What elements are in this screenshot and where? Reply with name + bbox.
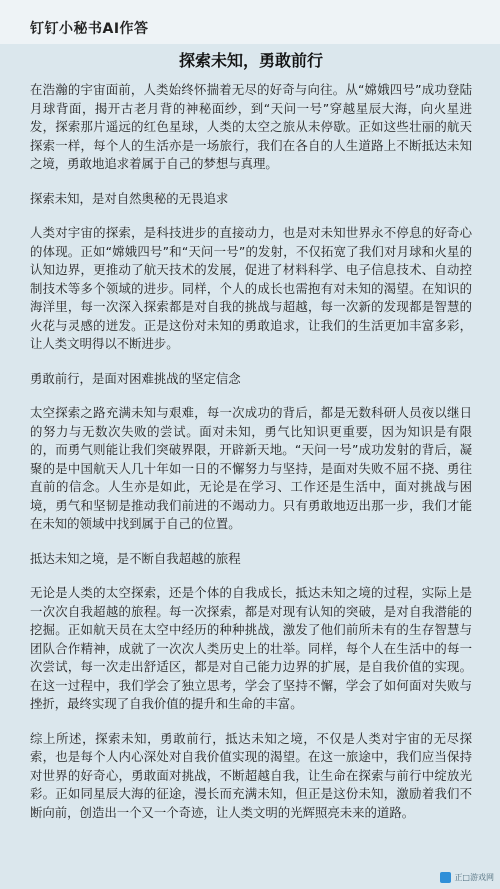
watermark-logo-icon <box>440 872 451 883</box>
section-heading-surpass: 抵达未知之境，是不断自我超越的旅程 <box>30 550 241 566</box>
top-bar <box>0 0 500 44</box>
section-heading-courage: 勇敢前行，是面对困难挑战的坚定信念 <box>30 370 241 386</box>
paragraph-explore: 人类对宇宙的探索，是科技进步的直接动力，也是对未知世界永不停息的好奇心的体现。正如“嫦娥四号”和“天问一号”的发射，不仅拓宽了我们对月球和火星的认知边界，更推动了航天技术的发展，促进了材料科学、电子信息技术、自动控制技术等多个领域的进步。同样，个人的成长也需抱有对未知的渴望。在知识的海洋里，每一次深入探索都是对自我的挑战与超越，每一次新的发现都是智慧的火花与灵感的迸发。正是这份对未知的勇敢追求，让我们的生活更加丰富多彩，让人类文明得以不断进步。 <box>30 225 472 351</box>
app-title: 钉钉小秘书AI作答 <box>30 21 149 37</box>
paragraph-surpass: 无论是人类的太空探索，还是个体的自我成长，抵达未知之境的过程，实际上是一次次自我超越的旅程。每一次探索，都是对现有认知的突破，是对自我潜能的挖掘。正如航天员在太空中经历的种种挑战，激发了他们前所未有的生存智慧与团队合作精神，成就了一次次人类历史上的壮举。同样，每个人在生活中的每一次尝试，每一次走出舒适区，都是对自己能力边界的扩展，是自我价值的实现。在这一过程中，我们学会了独立思考，学会了坚持不懈，学会了如何面对失败与挫折，最终实现了自我价值的提升和生命的丰富。 <box>30 585 472 711</box>
paragraph-conclusion: 综上所述，探索未知，勇敢前行，抵达未知之境，不仅是人类对宇宙的无尽探索，也是每个人内心深处对自我价值实现的渴望。在这一旅途中，我们应当保持对世界的好奇心，勇敢面对挑战，不断超越自我，让生命在探索与前行中绽放光彩。正如同星辰大海的征途，漫长而充满未知，但正是这份未知，激励着我们不断向前，创造出一个又一个奇迹，让人类文明的光辉照亮未来的道路。 <box>30 730 472 820</box>
article-body <box>0 44 500 889</box>
paragraph-courage: 太空探索之路充满未知与艰难，每一次成功的背后，都是无数科研人员夜以继日的努力与无数次失败的尝试。面对未知，勇气比知识更重要，因为知识是有限的，而勇气则能让我们突破界限，开辟新天地。“天问一号”成功发射的背后，凝聚的是中国航天人几十年如一日的不懈努力与坚持，是面对失败不屈不挠、勇往直前的信念。人生亦是如此，无论是在学习、工作还是生活中，面对挑战与困境，勇气和坚韧是推动我们前进的不竭动力。只有勇敢地迈出那一步，我们才能在未知的领域中找到属于自己的位置。 <box>30 405 472 531</box>
watermark <box>440 872 494 883</box>
paragraph-intro: 在浩瀚的宇宙面前，人类始终怀揣着无尽的好奇与向往。从“嫦娥四号”成功登陆月球背面，揭开古老月背的神秘面纱，到“天问一号”穿越星辰大海，向火星进发，探索那片遥远的红色星球，人类的太空之旅从未停歇。正如这些壮丽的航天探索一样，每个人的生活亦是一场旅行，我们在各自的人生道路上不断抵达未知之境，勇敢地追求着属于自己的梦想与真理。 <box>30 82 472 171</box>
section-heading-explore: 探索未知，是对自然奥秘的无畏追求 <box>30 190 229 206</box>
watermark-text: 正□游戏网 <box>454 873 494 882</box>
article-title: 探索未知，勇敢前行 <box>178 51 323 70</box>
